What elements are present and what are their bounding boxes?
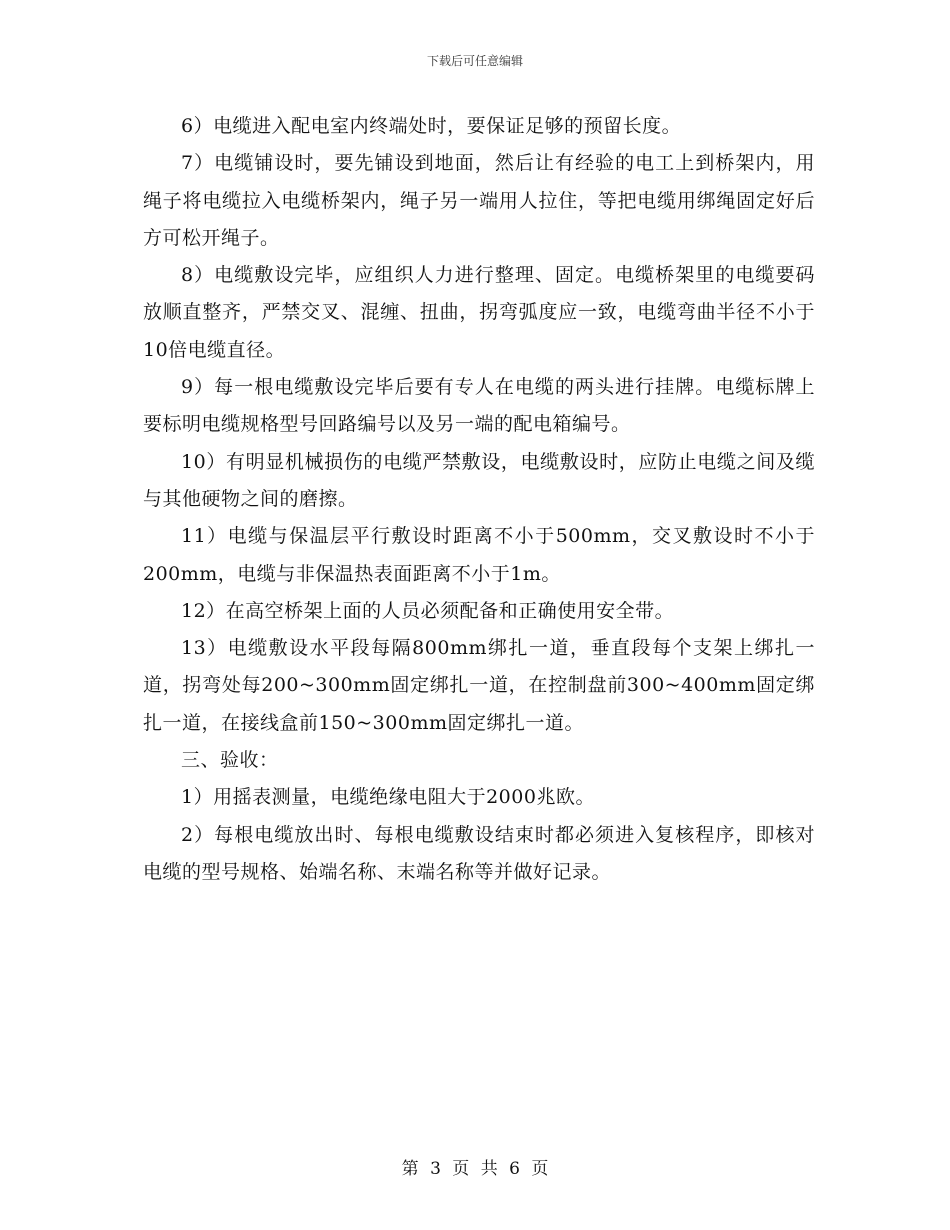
paragraph: 1）用摇表测量，电缆绝缘电阻大于2000兆欧。 xyxy=(181,786,595,809)
paragraph: 10）有明显机械损伤的电缆严禁敷设，电缆敷设时，应防止电缆之间及缆与其他硬物之间的磨擦。 xyxy=(143,450,815,510)
paragraph: 13）电缆敷设水平段每隔800mm绑扎一道，垂直段每个支架上绑扎一道，拐弯处每200~300mm固定绑扎一道，在控制盘前300~400mm固定绑扎一道，在接线盒前150~300mm固定绑扎一道。 xyxy=(143,637,815,734)
paragraph: 11）电缆与保温层平行敷设时距离不小于500mm，交叉敷设时不小于200mm，电缆与非保温热表面距离不小于1m。 xyxy=(143,525,815,585)
page-number-footer: 第 3 页 共 6 页 xyxy=(401,1159,549,1179)
paragraph: 6）电缆进入配电室内终端处时，要保证足够的预留长度。 xyxy=(181,115,682,137)
paragraph: 2）每根电缆放出时、每根电缆敷设结束时都必须进入复核程序，即核对电缆的型号规格、始端名称、末端名称等并做好记录。 xyxy=(143,823,815,883)
document-body xyxy=(143,108,815,891)
paragraph: 7）电缆铺设时，要先铺设到地面，然后让有经验的电工上到桥架内，用绳子将电缆拉入电缆桥架内，绳子另一端用人拉住，等把电缆用绑绳固定好后方可松开绳子。 xyxy=(143,152,815,249)
paragraph: 9）每一根电缆敷设完毕后要有专人在电缆的两头进行挂牌。电缆标牌上要标明电缆规格型号回路编号以及另一端的配电箱编号。 xyxy=(143,376,815,436)
page-header: 下载后可任意编辑 xyxy=(426,54,523,68)
section-heading: 三、验收： xyxy=(181,749,279,772)
paragraph: 12）在高空桥架上面的人员必须配备和正确使用安全带。 xyxy=(181,599,675,622)
paragraph: 8）电缆敷设完毕，应组织人力进行整理、固定。电缆桥架里的电缆要码放顺直整齐，严禁交叉、混缠、扭曲，拐弯弧度应一致，电缆弯曲半径不小于10倍电缆直径。 xyxy=(143,264,815,361)
